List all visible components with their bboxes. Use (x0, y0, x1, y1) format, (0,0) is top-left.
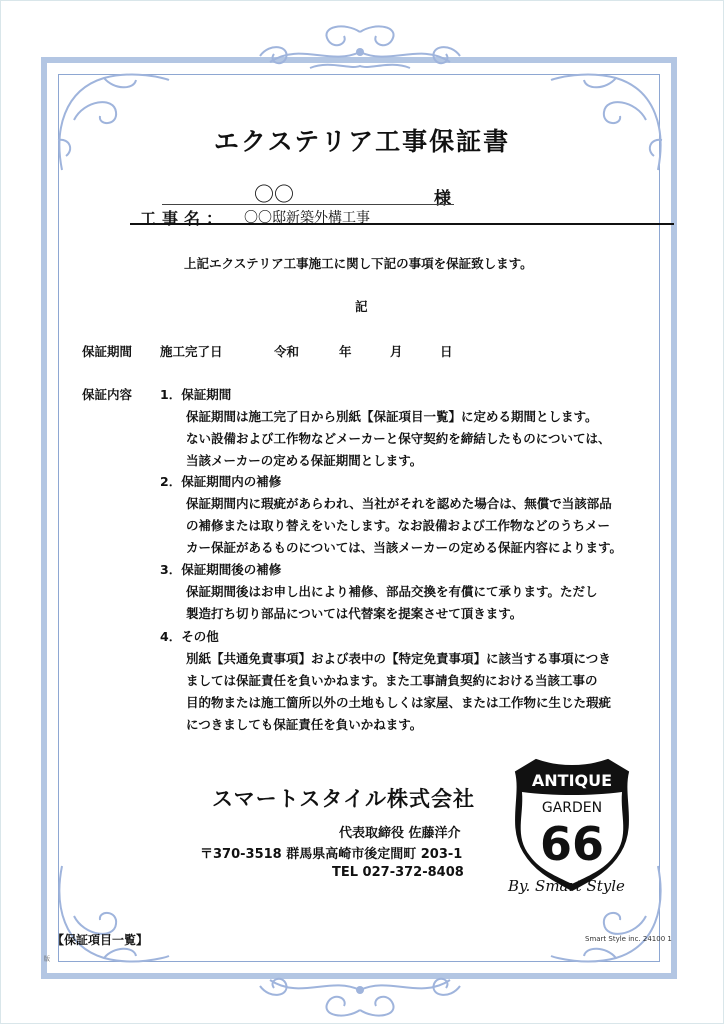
period-year: 年 (339, 344, 352, 359)
period-label: 保証期間 (82, 344, 133, 359)
section-line: カー保証があるものについては、当該メーカーの定める保証内容によります。 (186, 540, 623, 555)
section-line: 保証期間は施工完了日から別紙【保証項目一覧】に定める期間とします。 (186, 409, 598, 424)
footer-code: Smart Style inc. 24100 1 (585, 935, 672, 943)
document-title: エクステリア工事保証書 (213, 127, 511, 156)
top-flourish-ornament (250, 22, 470, 74)
section-line: 別紙【共通免責事項】および表中の【特定免責事項】に該当する事項につき (186, 651, 611, 666)
recipient-underline (162, 204, 454, 205)
company-phone: TEL 027-372-8408 (332, 865, 464, 880)
section-heading: 1．保証期間 (160, 387, 232, 402)
footer-warranty-list-label: 【保証項目一覧】 (52, 933, 149, 947)
section-line: 当該メーカーの定める保証期間とします。 (186, 453, 423, 468)
corner-ornament-bottom-left (44, 860, 174, 976)
footer-edition-mark: 版 (44, 956, 51, 963)
logo-top-text: ANTIQUE (531, 771, 613, 790)
section-heading: 2．保証期間内の補修 (160, 474, 282, 489)
recipient-honorific: 様 (434, 189, 451, 209)
section-line: 製造打ち切り部品については代替案を提案させて頂きます。 (186, 606, 523, 621)
logo-number-text: 66 (539, 817, 605, 871)
section-line: 保証期間後はお申し出により補修、部品交換を有償にて承ります。ただし (186, 584, 598, 599)
section-line: 保証期間内に瑕疵があらわれ、当社がそれを認めた場合は、無償で当該部品 (186, 496, 612, 511)
bottom-flourish-ornament (250, 968, 470, 1020)
ki-marker: 記 (355, 299, 368, 314)
content-label: 保証内容 (82, 387, 133, 402)
recipient-name: 〇〇 (254, 182, 294, 206)
corner-ornament-top-left (44, 60, 174, 180)
company-name: スマートスタイル株式会社 (212, 787, 475, 811)
intro-statement: 上記エクステリア工事施工に関し下記の事項を保証致します。 (184, 256, 533, 271)
period-month: 月 (390, 344, 403, 359)
project-underline (130, 223, 674, 225)
company-address: 〒370-3518 群馬県高崎市後定間町 203-1 (200, 847, 463, 862)
section-line: ましては保証責任を負いかねます。また工事請負契約における当該工事の (186, 673, 598, 688)
project-name-value: 〇〇邸新築外構工事 (244, 210, 370, 226)
section-line: ない設備および工作物などメーカーと保守契約を締結したものについては、 (186, 431, 611, 446)
section-heading: 4．その他 (160, 629, 219, 644)
section-line: の補修または取り替えをいたします。なお設備および工作物などのうちメー (186, 518, 611, 533)
antique-garden-66-logo (508, 756, 636, 896)
period-era: 令和 (274, 344, 300, 359)
section-line: 目的物または施工箇所以外の土地もしくは家屋、または工作物に生じた瑕疵 (186, 695, 612, 710)
section-line: につきましても保証責任を負いかねます。 (186, 717, 423, 732)
section-heading: 3．保証期間後の補修 (160, 562, 282, 577)
logo-middle-text: GARDEN (541, 800, 603, 816)
logo-byline: By. Smart Style (508, 877, 625, 895)
company-representative: 代表取締役 佐藤洋介 (339, 826, 461, 841)
project-name-label: 工事名： (140, 209, 229, 228)
period-start-label: 施工完了日 (160, 344, 223, 359)
period-day: 日 (440, 344, 453, 359)
corner-ornament-top-right (546, 60, 676, 180)
